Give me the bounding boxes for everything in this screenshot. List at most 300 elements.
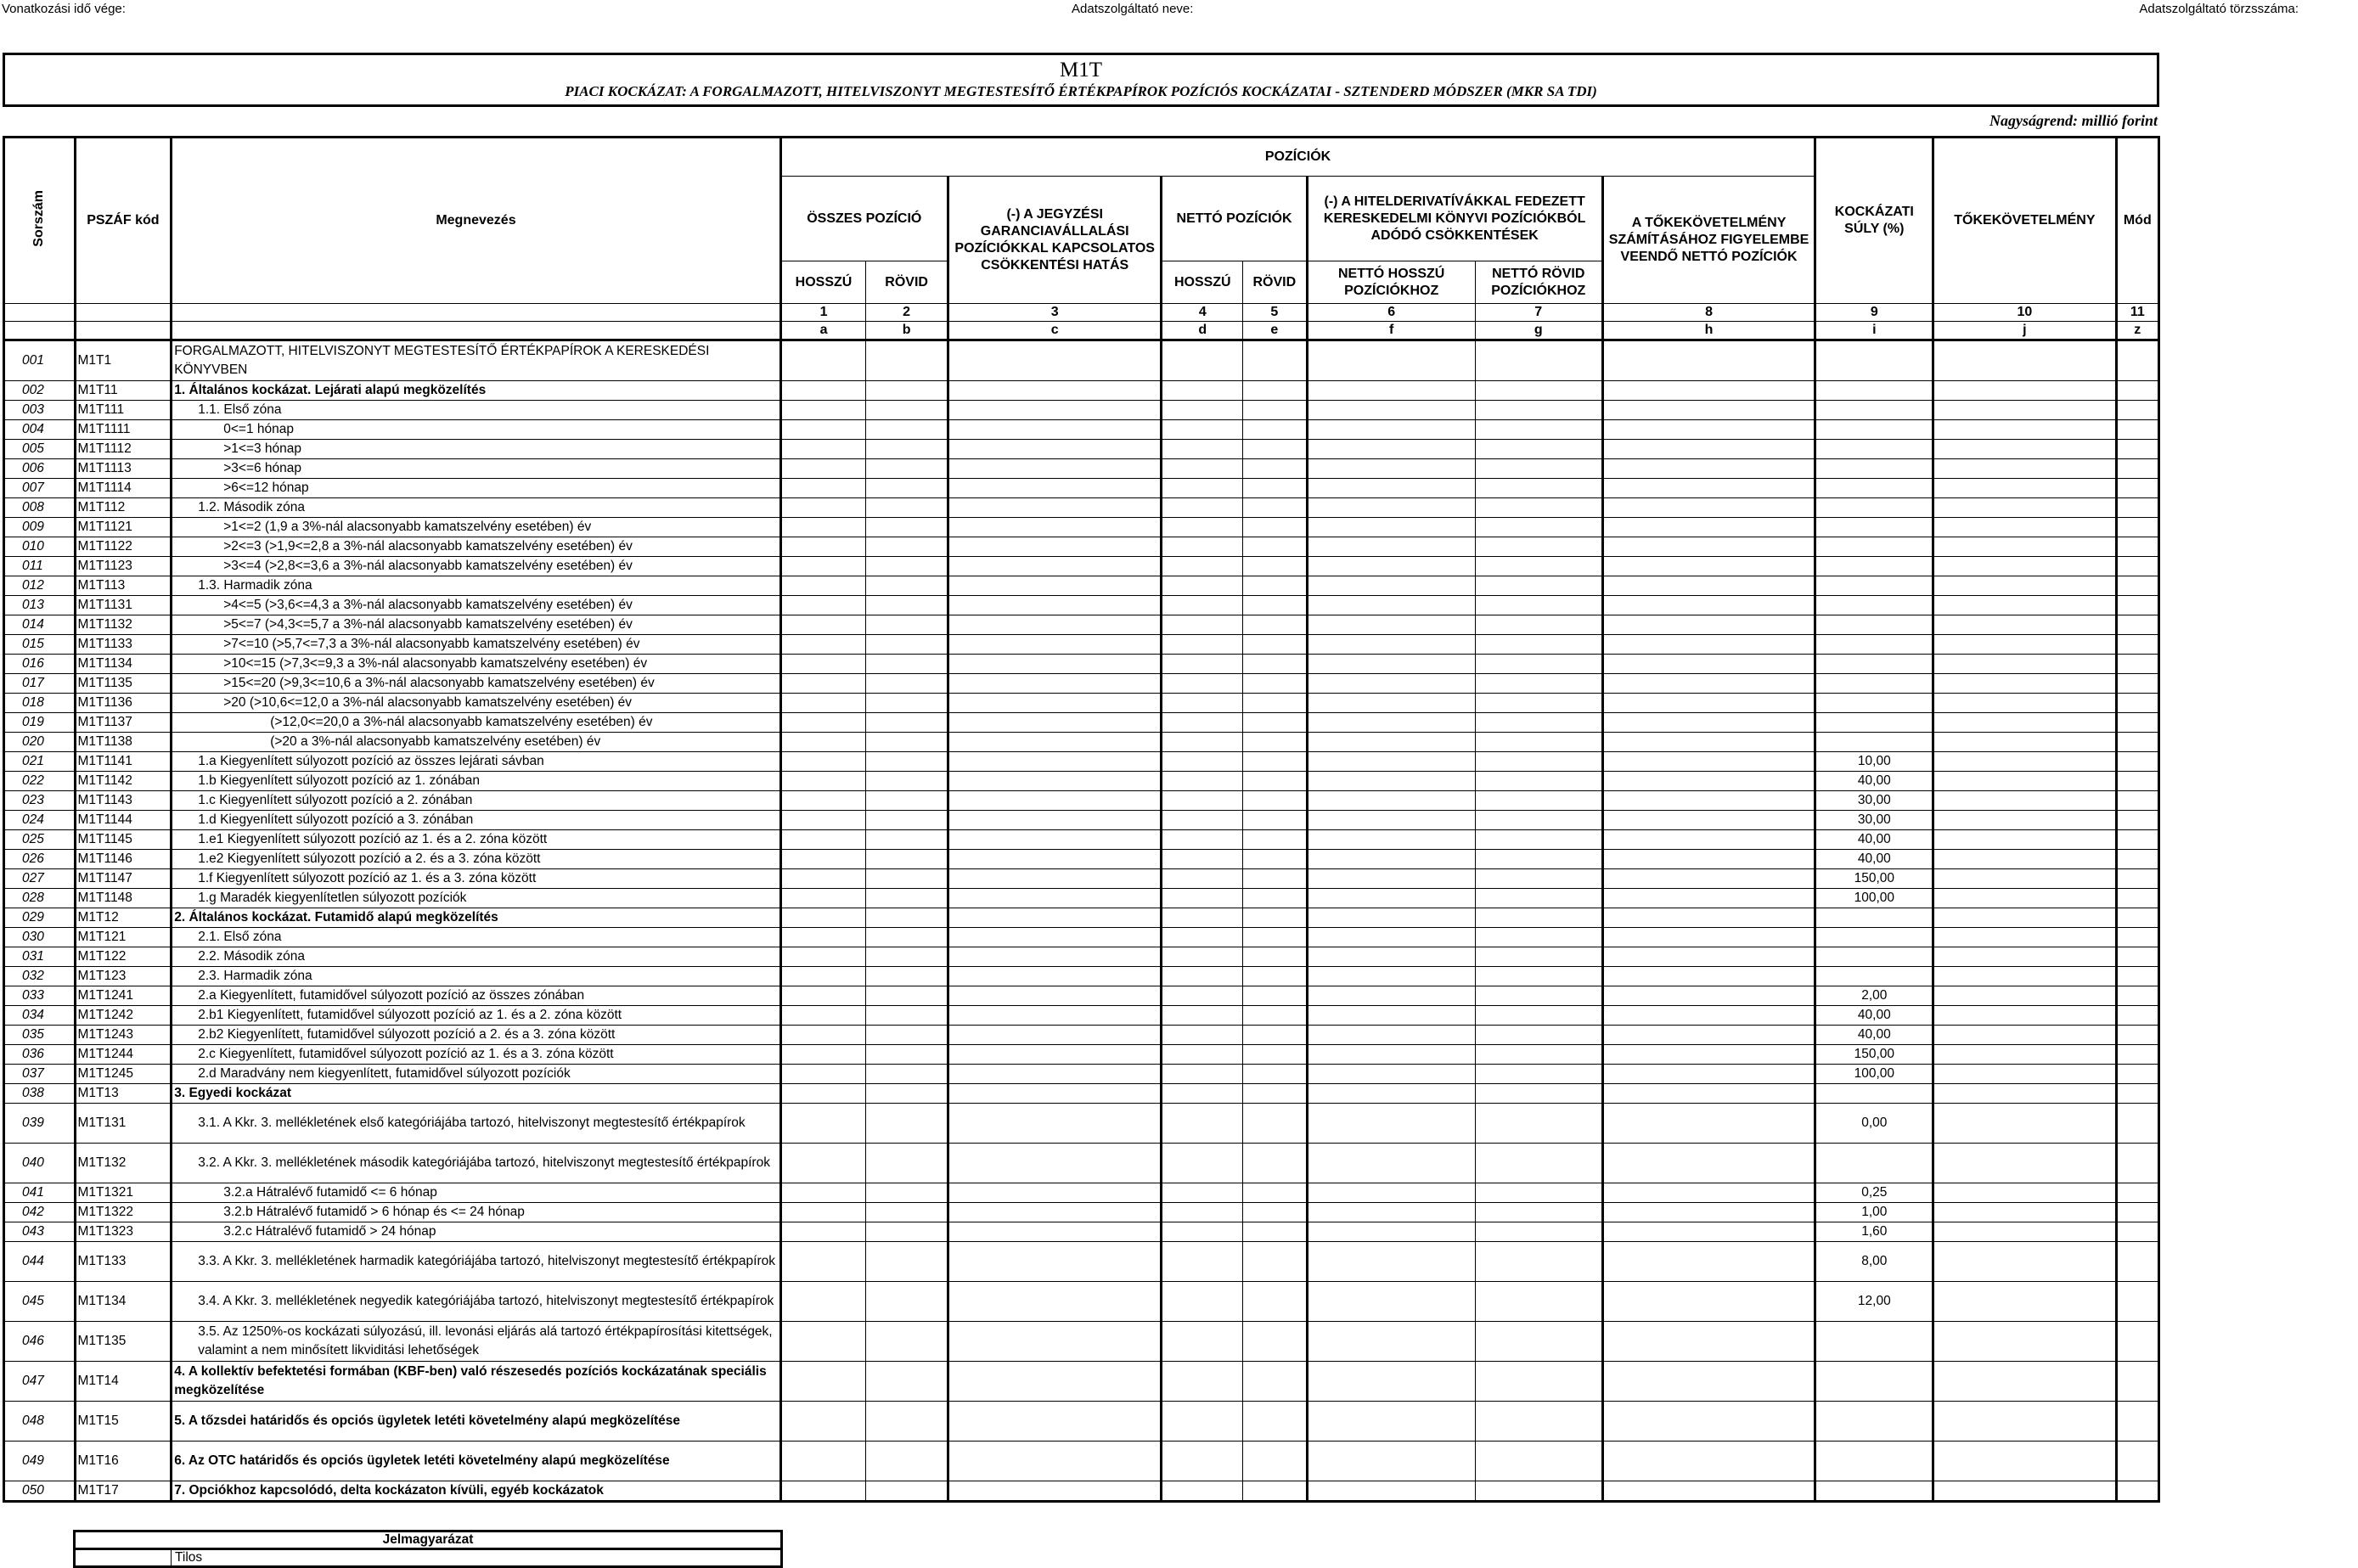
input-cell-col-8[interactable] [1602, 928, 1815, 947]
input-cell-col-7[interactable] [1475, 733, 1602, 752]
input-cell-col-5[interactable] [1243, 1481, 1307, 1502]
capital-requirement-cell[interactable] [1933, 674, 2116, 694]
input-cell-col-5[interactable] [1243, 674, 1307, 694]
capital-requirement-cell[interactable] [1933, 440, 2116, 459]
mod-cell[interactable] [2116, 459, 2158, 479]
input-cell-col-2[interactable] [866, 537, 948, 557]
input-cell-col-3[interactable] [948, 1104, 1162, 1144]
input-cell-col-5[interactable] [1243, 1402, 1307, 1442]
input-cell-col-7[interactable] [1475, 869, 1602, 889]
input-cell-col-4[interactable] [1162, 889, 1243, 908]
input-cell-col-3[interactable] [948, 713, 1162, 733]
input-cell-col-2[interactable] [866, 615, 948, 635]
input-cell-col-2[interactable] [866, 576, 948, 596]
input-cell-col-4[interactable] [1162, 947, 1243, 967]
input-cell-col-7[interactable] [1475, 537, 1602, 557]
mod-cell[interactable] [2116, 1006, 2158, 1026]
input-cell-col-8[interactable] [1602, 772, 1815, 791]
input-cell-col-7[interactable] [1475, 1242, 1602, 1282]
capital-requirement-cell[interactable] [1933, 420, 2116, 440]
input-cell-col-8[interactable] [1602, 1045, 1815, 1065]
input-cell-col-4[interactable] [1162, 1222, 1243, 1242]
input-cell-col-8[interactable] [1602, 1222, 1815, 1242]
input-cell-col-7[interactable] [1475, 518, 1602, 537]
capital-requirement-cell[interactable] [1933, 1006, 2116, 1026]
input-cell-col-7[interactable] [1475, 791, 1602, 811]
input-cell-col-6[interactable] [1307, 1084, 1475, 1104]
mod-cell[interactable] [2116, 537, 2158, 557]
input-cell-col-8[interactable] [1602, 479, 1815, 498]
input-cell-col-1[interactable] [780, 655, 866, 674]
input-cell-col-4[interactable] [1162, 1402, 1243, 1442]
input-cell-col-6[interactable] [1307, 908, 1475, 928]
input-cell-col-8[interactable] [1602, 1144, 1815, 1183]
input-cell-col-7[interactable] [1475, 694, 1602, 713]
input-cell-col-4[interactable] [1162, 811, 1243, 830]
input-cell-col-4[interactable] [1162, 674, 1243, 694]
mod-cell[interactable] [2116, 1026, 2158, 1045]
capital-requirement-cell[interactable] [1933, 1203, 2116, 1222]
input-cell-col-7[interactable] [1475, 1203, 1602, 1222]
capital-requirement-cell[interactable] [1933, 869, 2116, 889]
input-cell-col-3[interactable] [948, 615, 1162, 635]
input-cell-col-8[interactable] [1602, 1006, 1815, 1026]
input-cell-col-3[interactable] [948, 576, 1162, 596]
input-cell-col-3[interactable] [948, 1203, 1162, 1222]
input-cell-col-4[interactable] [1162, 1362, 1243, 1402]
input-cell-col-2[interactable] [866, 401, 948, 420]
input-cell-col-6[interactable] [1307, 440, 1475, 459]
capital-requirement-cell[interactable] [1933, 1084, 2116, 1104]
mod-cell[interactable] [2116, 1242, 2158, 1282]
input-cell-col-7[interactable] [1475, 1084, 1602, 1104]
input-cell-col-3[interactable] [948, 889, 1162, 908]
input-cell-col-2[interactable] [866, 557, 948, 576]
input-cell-col-3[interactable] [948, 1065, 1162, 1084]
input-cell-col-1[interactable] [780, 1084, 866, 1104]
input-cell-col-4[interactable] [1162, 752, 1243, 772]
capital-requirement-cell[interactable] [1933, 615, 2116, 635]
input-cell-col-2[interactable] [866, 850, 948, 869]
input-cell-col-1[interactable] [780, 1203, 866, 1222]
mod-cell[interactable] [2116, 752, 2158, 772]
input-cell-col-3[interactable] [948, 381, 1162, 401]
capital-requirement-cell[interactable] [1933, 1442, 2116, 1481]
input-cell-col-1[interactable] [780, 713, 866, 733]
input-cell-col-3[interactable] [948, 1006, 1162, 1026]
mod-cell[interactable] [2116, 1203, 2158, 1222]
input-cell-col-2[interactable] [866, 772, 948, 791]
input-cell-col-6[interactable] [1307, 928, 1475, 947]
capital-requirement-cell[interactable] [1933, 1322, 2116, 1362]
input-cell-col-3[interactable] [948, 1362, 1162, 1402]
mod-cell[interactable] [2116, 713, 2158, 733]
input-cell-col-3[interactable] [948, 752, 1162, 772]
capital-requirement-cell[interactable] [1933, 967, 2116, 986]
input-cell-col-7[interactable] [1475, 830, 1602, 850]
capital-requirement-cell[interactable] [1933, 557, 2116, 576]
input-cell-col-8[interactable] [1602, 1065, 1815, 1084]
input-cell-col-3[interactable] [948, 1242, 1162, 1282]
mod-cell[interactable] [2116, 479, 2158, 498]
capital-requirement-cell[interactable] [1933, 947, 2116, 967]
input-cell-col-6[interactable] [1307, 381, 1475, 401]
input-cell-col-7[interactable] [1475, 1402, 1602, 1442]
input-cell-col-6[interactable] [1307, 340, 1475, 381]
input-cell-col-2[interactable] [866, 928, 948, 947]
capital-requirement-cell[interactable] [1933, 340, 2116, 381]
input-cell-col-2[interactable] [866, 908, 948, 928]
input-cell-col-6[interactable] [1307, 772, 1475, 791]
input-cell-col-1[interactable] [780, 694, 866, 713]
mod-cell[interactable] [2116, 869, 2158, 889]
mod-cell[interactable] [2116, 518, 2158, 537]
input-cell-col-1[interactable] [780, 576, 866, 596]
capital-requirement-cell[interactable] [1933, 752, 2116, 772]
mod-cell[interactable] [2116, 889, 2158, 908]
input-cell-col-5[interactable] [1243, 596, 1307, 615]
input-cell-col-3[interactable] [948, 537, 1162, 557]
input-cell-col-5[interactable] [1243, 1322, 1307, 1362]
input-cell-col-1[interactable] [780, 889, 866, 908]
input-cell-col-4[interactable] [1162, 1442, 1243, 1481]
input-cell-col-7[interactable] [1475, 674, 1602, 694]
input-cell-col-5[interactable] [1243, 1203, 1307, 1222]
input-cell-col-3[interactable] [948, 830, 1162, 850]
input-cell-col-3[interactable] [948, 986, 1162, 1006]
input-cell-col-1[interactable] [780, 1402, 866, 1442]
input-cell-col-6[interactable] [1307, 596, 1475, 615]
input-cell-col-7[interactable] [1475, 615, 1602, 635]
input-cell-col-1[interactable] [780, 733, 866, 752]
capital-requirement-cell[interactable] [1933, 1242, 2116, 1282]
input-cell-col-2[interactable] [866, 694, 948, 713]
input-cell-col-4[interactable] [1162, 498, 1243, 518]
input-cell-col-2[interactable] [866, 1322, 948, 1362]
input-cell-col-2[interactable] [866, 752, 948, 772]
input-cell-col-2[interactable] [866, 811, 948, 830]
input-cell-col-8[interactable] [1602, 850, 1815, 869]
input-cell-col-3[interactable] [948, 340, 1162, 381]
input-cell-col-1[interactable] [780, 674, 866, 694]
input-cell-col-6[interactable] [1307, 947, 1475, 967]
capital-requirement-cell[interactable] [1933, 1481, 2116, 1502]
input-cell-col-5[interactable] [1243, 440, 1307, 459]
input-cell-col-4[interactable] [1162, 635, 1243, 655]
input-cell-col-6[interactable] [1307, 694, 1475, 713]
input-cell-col-7[interactable] [1475, 655, 1602, 674]
input-cell-col-1[interactable] [780, 537, 866, 557]
input-cell-col-7[interactable] [1475, 401, 1602, 420]
input-cell-col-7[interactable] [1475, 772, 1602, 791]
input-cell-col-3[interactable] [948, 733, 1162, 752]
input-cell-col-1[interactable] [780, 869, 866, 889]
mod-cell[interactable] [2116, 498, 2158, 518]
input-cell-col-5[interactable] [1243, 869, 1307, 889]
input-cell-col-2[interactable] [866, 967, 948, 986]
input-cell-col-1[interactable] [780, 928, 866, 947]
capital-requirement-cell[interactable] [1933, 1183, 2116, 1203]
input-cell-col-8[interactable] [1602, 459, 1815, 479]
input-cell-col-5[interactable] [1243, 908, 1307, 928]
input-cell-col-7[interactable] [1475, 557, 1602, 576]
input-cell-col-5[interactable] [1243, 928, 1307, 947]
input-cell-col-8[interactable] [1602, 674, 1815, 694]
input-cell-col-2[interactable] [866, 1084, 948, 1104]
input-cell-col-1[interactable] [780, 1045, 866, 1065]
input-cell-col-4[interactable] [1162, 557, 1243, 576]
input-cell-col-7[interactable] [1475, 1322, 1602, 1362]
input-cell-col-3[interactable] [948, 518, 1162, 537]
input-cell-col-1[interactable] [780, 440, 866, 459]
input-cell-col-8[interactable] [1602, 498, 1815, 518]
input-cell-col-1[interactable] [780, 401, 866, 420]
input-cell-col-3[interactable] [948, 1442, 1162, 1481]
input-cell-col-1[interactable] [780, 1481, 866, 1502]
input-cell-col-5[interactable] [1243, 752, 1307, 772]
input-cell-col-6[interactable] [1307, 986, 1475, 1006]
input-cell-col-2[interactable] [866, 1065, 948, 1084]
input-cell-col-7[interactable] [1475, 947, 1602, 967]
input-cell-col-8[interactable] [1602, 733, 1815, 752]
input-cell-col-1[interactable] [780, 830, 866, 850]
input-cell-col-3[interactable] [948, 1282, 1162, 1322]
input-cell-col-5[interactable] [1243, 889, 1307, 908]
input-cell-col-4[interactable] [1162, 694, 1243, 713]
input-cell-col-4[interactable] [1162, 615, 1243, 635]
input-cell-col-2[interactable] [866, 986, 948, 1006]
input-cell-col-7[interactable] [1475, 986, 1602, 1006]
input-cell-col-7[interactable] [1475, 1144, 1602, 1183]
input-cell-col-5[interactable] [1243, 1045, 1307, 1065]
input-cell-col-5[interactable] [1243, 615, 1307, 635]
capital-requirement-cell[interactable] [1933, 713, 2116, 733]
input-cell-col-3[interactable] [948, 596, 1162, 615]
input-cell-col-6[interactable] [1307, 518, 1475, 537]
mod-cell[interactable] [2116, 791, 2158, 811]
input-cell-col-5[interactable] [1243, 733, 1307, 752]
input-cell-col-2[interactable] [866, 1006, 948, 1026]
input-cell-col-2[interactable] [866, 635, 948, 655]
input-cell-col-4[interactable] [1162, 420, 1243, 440]
capital-requirement-cell[interactable] [1933, 401, 2116, 420]
input-cell-col-6[interactable] [1307, 635, 1475, 655]
capital-requirement-cell[interactable] [1933, 381, 2116, 401]
input-cell-col-1[interactable] [780, 479, 866, 498]
input-cell-col-5[interactable] [1243, 479, 1307, 498]
input-cell-col-5[interactable] [1243, 635, 1307, 655]
input-cell-col-4[interactable] [1162, 713, 1243, 733]
input-cell-col-8[interactable] [1602, 1362, 1815, 1402]
input-cell-col-6[interactable] [1307, 420, 1475, 440]
input-cell-col-5[interactable] [1243, 1442, 1307, 1481]
mod-cell[interactable] [2116, 557, 2158, 576]
input-cell-col-5[interactable] [1243, 576, 1307, 596]
input-cell-col-1[interactable] [780, 1183, 866, 1203]
input-cell-col-6[interactable] [1307, 869, 1475, 889]
input-cell-col-8[interactable] [1602, 576, 1815, 596]
input-cell-col-8[interactable] [1602, 615, 1815, 635]
input-cell-col-1[interactable] [780, 986, 866, 1006]
capital-requirement-cell[interactable] [1933, 1282, 2116, 1322]
input-cell-col-7[interactable] [1475, 811, 1602, 830]
input-cell-col-4[interactable] [1162, 479, 1243, 498]
input-cell-col-7[interactable] [1475, 850, 1602, 869]
input-cell-col-4[interactable] [1162, 518, 1243, 537]
input-cell-col-3[interactable] [948, 459, 1162, 479]
input-cell-col-8[interactable] [1602, 752, 1815, 772]
input-cell-col-6[interactable] [1307, 1442, 1475, 1481]
input-cell-col-4[interactable] [1162, 537, 1243, 557]
input-cell-col-4[interactable] [1162, 1006, 1243, 1026]
input-cell-col-2[interactable] [866, 420, 948, 440]
input-cell-col-8[interactable] [1602, 967, 1815, 986]
capital-requirement-cell[interactable] [1933, 537, 2116, 557]
input-cell-col-3[interactable] [948, 498, 1162, 518]
input-cell-col-8[interactable] [1602, 1203, 1815, 1222]
mod-cell[interactable] [2116, 615, 2158, 635]
input-cell-col-6[interactable] [1307, 557, 1475, 576]
input-cell-col-8[interactable] [1602, 1282, 1815, 1322]
input-cell-col-5[interactable] [1243, 1242, 1307, 1282]
input-cell-col-8[interactable] [1602, 596, 1815, 615]
input-cell-col-6[interactable] [1307, 576, 1475, 596]
capital-requirement-cell[interactable] [1933, 791, 2116, 811]
input-cell-col-4[interactable] [1162, 1144, 1243, 1183]
input-cell-col-7[interactable] [1475, 1065, 1602, 1084]
mod-cell[interactable] [2116, 655, 2158, 674]
input-cell-col-6[interactable] [1307, 811, 1475, 830]
input-cell-col-5[interactable] [1243, 557, 1307, 576]
input-cell-col-6[interactable] [1307, 1362, 1475, 1402]
input-cell-col-5[interactable] [1243, 967, 1307, 986]
mod-cell[interactable] [2116, 420, 2158, 440]
input-cell-col-1[interactable] [780, 1362, 866, 1402]
mod-cell[interactable] [2116, 830, 2158, 850]
input-cell-col-8[interactable] [1602, 381, 1815, 401]
input-cell-col-5[interactable] [1243, 1144, 1307, 1183]
input-cell-col-2[interactable] [866, 713, 948, 733]
input-cell-col-2[interactable] [866, 1222, 948, 1242]
input-cell-col-7[interactable] [1475, 498, 1602, 518]
input-cell-col-8[interactable] [1602, 518, 1815, 537]
input-cell-col-5[interactable] [1243, 1065, 1307, 1084]
input-cell-col-6[interactable] [1307, 1322, 1475, 1362]
input-cell-col-5[interactable] [1243, 1222, 1307, 1242]
input-cell-col-2[interactable] [866, 1203, 948, 1222]
input-cell-col-4[interactable] [1162, 928, 1243, 947]
capital-requirement-cell[interactable] [1933, 811, 2116, 830]
input-cell-col-2[interactable] [866, 498, 948, 518]
mod-cell[interactable] [2116, 733, 2158, 752]
input-cell-col-8[interactable] [1602, 1026, 1815, 1045]
input-cell-col-5[interactable] [1243, 518, 1307, 537]
input-cell-col-1[interactable] [780, 1242, 866, 1282]
input-cell-col-6[interactable] [1307, 1222, 1475, 1242]
input-cell-col-6[interactable] [1307, 889, 1475, 908]
input-cell-col-6[interactable] [1307, 830, 1475, 850]
input-cell-col-8[interactable] [1602, 340, 1815, 381]
input-cell-col-2[interactable] [866, 1402, 948, 1442]
input-cell-col-7[interactable] [1475, 967, 1602, 986]
capital-requirement-cell[interactable] [1933, 1045, 2116, 1065]
input-cell-col-1[interactable] [780, 1144, 866, 1183]
input-cell-col-8[interactable] [1602, 694, 1815, 713]
input-cell-col-6[interactable] [1307, 1104, 1475, 1144]
input-cell-col-6[interactable] [1307, 733, 1475, 752]
input-cell-col-6[interactable] [1307, 615, 1475, 635]
mod-cell[interactable] [2116, 1322, 2158, 1362]
capital-requirement-cell[interactable] [1933, 908, 2116, 928]
input-cell-col-1[interactable] [780, 850, 866, 869]
input-cell-col-7[interactable] [1475, 1045, 1602, 1065]
input-cell-col-4[interactable] [1162, 1104, 1243, 1144]
input-cell-col-1[interactable] [780, 1222, 866, 1242]
input-cell-col-4[interactable] [1162, 1183, 1243, 1203]
input-cell-col-2[interactable] [866, 1282, 948, 1322]
mod-cell[interactable] [2116, 401, 2158, 420]
input-cell-col-8[interactable] [1602, 986, 1815, 1006]
mod-cell[interactable] [2116, 1282, 2158, 1322]
input-cell-col-5[interactable] [1243, 1183, 1307, 1203]
mod-cell[interactable] [2116, 674, 2158, 694]
input-cell-col-1[interactable] [780, 498, 866, 518]
input-cell-col-1[interactable] [780, 967, 866, 986]
input-cell-col-8[interactable] [1602, 635, 1815, 655]
input-cell-col-4[interactable] [1162, 1242, 1243, 1282]
input-cell-col-1[interactable] [780, 459, 866, 479]
mod-cell[interactable] [2116, 381, 2158, 401]
input-cell-col-1[interactable] [780, 791, 866, 811]
input-cell-col-5[interactable] [1243, 537, 1307, 557]
input-cell-col-4[interactable] [1162, 986, 1243, 1006]
input-cell-col-7[interactable] [1475, 1222, 1602, 1242]
capital-requirement-cell[interactable] [1933, 655, 2116, 674]
capital-requirement-cell[interactable] [1933, 986, 2116, 1006]
mod-cell[interactable] [2116, 908, 2158, 928]
input-cell-col-1[interactable] [780, 381, 866, 401]
input-cell-col-3[interactable] [948, 401, 1162, 420]
input-cell-col-2[interactable] [866, 869, 948, 889]
input-cell-col-2[interactable] [866, 1026, 948, 1045]
input-cell-col-3[interactable] [948, 1222, 1162, 1242]
input-cell-col-7[interactable] [1475, 340, 1602, 381]
mod-cell[interactable] [2116, 576, 2158, 596]
input-cell-col-1[interactable] [780, 772, 866, 791]
input-cell-col-8[interactable] [1602, 420, 1815, 440]
input-cell-col-2[interactable] [866, 674, 948, 694]
input-cell-col-7[interactable] [1475, 752, 1602, 772]
input-cell-col-6[interactable] [1307, 459, 1475, 479]
input-cell-col-3[interactable] [948, 928, 1162, 947]
input-cell-col-6[interactable] [1307, 1045, 1475, 1065]
input-cell-col-2[interactable] [866, 518, 948, 537]
capital-requirement-cell[interactable] [1933, 830, 2116, 850]
input-cell-col-7[interactable] [1475, 1183, 1602, 1203]
capital-requirement-cell[interactable] [1933, 518, 2116, 537]
mod-cell[interactable] [2116, 1402, 2158, 1442]
input-cell-col-8[interactable] [1602, 947, 1815, 967]
input-cell-col-7[interactable] [1475, 1006, 1602, 1026]
input-cell-col-5[interactable] [1243, 986, 1307, 1006]
input-cell-col-6[interactable] [1307, 713, 1475, 733]
input-cell-col-2[interactable] [866, 1481, 948, 1502]
capital-requirement-cell[interactable] [1933, 850, 2116, 869]
input-cell-col-3[interactable] [948, 1045, 1162, 1065]
input-cell-col-3[interactable] [948, 947, 1162, 967]
input-cell-col-6[interactable] [1307, 752, 1475, 772]
capital-requirement-cell[interactable] [1933, 459, 2116, 479]
